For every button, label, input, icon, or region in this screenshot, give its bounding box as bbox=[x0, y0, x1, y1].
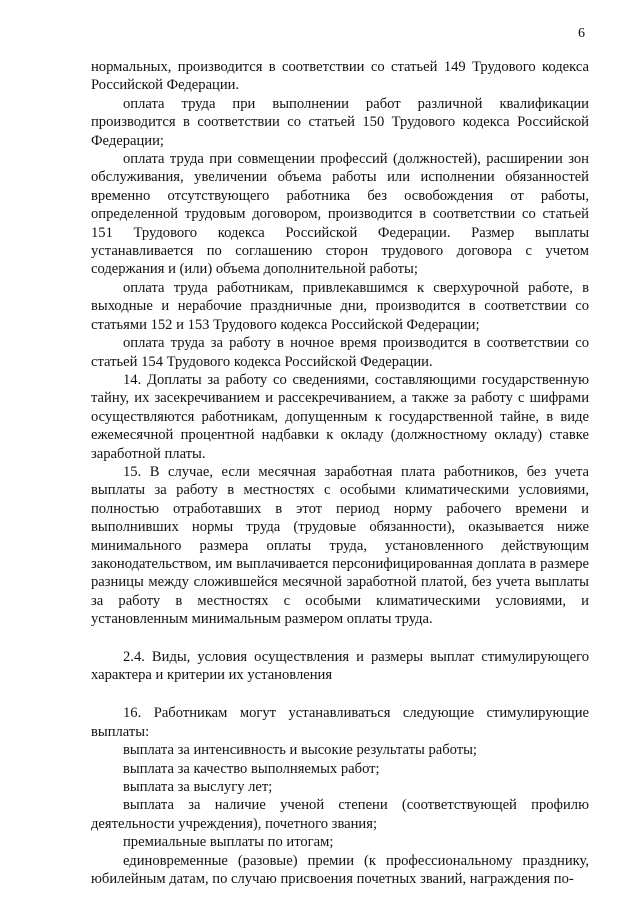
paragraph-pay-night: оплата труда за работу в ночное время производится в соответствии со статьей 154 Трудового кодекса Российской Федерации. bbox=[91, 335, 589, 370]
section-heading-2-4: 2.4. Виды, условия осуществления и размеры выплат стимулирующего характера и критерии их установления bbox=[91, 648, 589, 683]
document-body bbox=[91, 58, 589, 888]
paragraph-continuation: нормальных, производится в соответствии со статьей 149 Трудового кодекса Российской Федерации. bbox=[91, 59, 589, 94]
page-number: 6 bbox=[578, 26, 585, 41]
list-item-seniority: выплата за выслугу лет; bbox=[123, 779, 273, 796]
paragraph-15: 15. В случае, если месячная заработная плата работников, без учета выплаты за работу в местностях с особыми климатическими условиями, полностью отработавших в этот период норму рабочего времени и выполнивших нормы труда (трудовые обязанности), оказывается ниже минимального размера оплаты труда, установленного действующим законодательством, им выплачивается персонифицированная доплата в размере разницы между сложившейся месячной заработной платой, без учета выплаты за работу в местностях с особыми климатическими условиями, и установленным минимальным размером оплаты труда. bbox=[91, 463, 589, 628]
paragraph-16: 16. Работникам могут устанавливаться следующие стимулирующие выплаты: bbox=[91, 705, 589, 740]
list-item-bonuses: премиальные выплаты по итогам; bbox=[123, 834, 334, 851]
list-item-quality: выплата за качество выполняемых работ; bbox=[123, 760, 380, 777]
list-item-degree: выплата за наличие ученой степени (соответствующей профилю деятельности учреждения), почетного звания; bbox=[91, 797, 589, 832]
paragraph-pay-qualification: оплата труда при выполнении работ различной квалификации производится в соответствии со статьей 150 Трудового кодекса Российской Федерации; bbox=[91, 95, 589, 149]
list-item-intensity: выплата за интенсивность и высокие результаты работы; bbox=[123, 742, 477, 759]
paragraph-pay-overtime: оплата труда работникам, привлекавшимся к сверхурочной работе, в выходные и нерабочие праздничные дни, производится в соответствии со статьями 152 и 153 Трудового кодекса Российской Федерации; bbox=[91, 279, 589, 333]
paragraph-14: 14. Доплаты за работу со сведениями, составляющими государственную тайну, их засекречиванием и рассекречиванием, а также за работу с шифрами осуществляются работникам, допущенным к государственной тайне, в виде ежемесячной процентной надбавки к окладу (должностному окладу) ставке заработной платы. bbox=[91, 371, 589, 462]
paragraph-pay-combination: оплата труда при совмещении профессий (должностей), расширении зон обслуживания, увеличении объема работы или исполнении обязанностей временно отсутствующего работника без освобождения от работы, определенной трудовым договором, производится в соответствии со статьей 151 Трудового кодекса Российской Федерации. Размер выплаты устанавливается по соглашению сторон трудового договора с учетом содержания и (или) объема дополнительной работы; bbox=[91, 151, 589, 278]
list-item-one-time-bonuses: единовременные (разовые) премии (к профессиональному празднику, юбилейным датам, по случаю присвоения почетных званий, награждения по- bbox=[91, 852, 589, 888]
